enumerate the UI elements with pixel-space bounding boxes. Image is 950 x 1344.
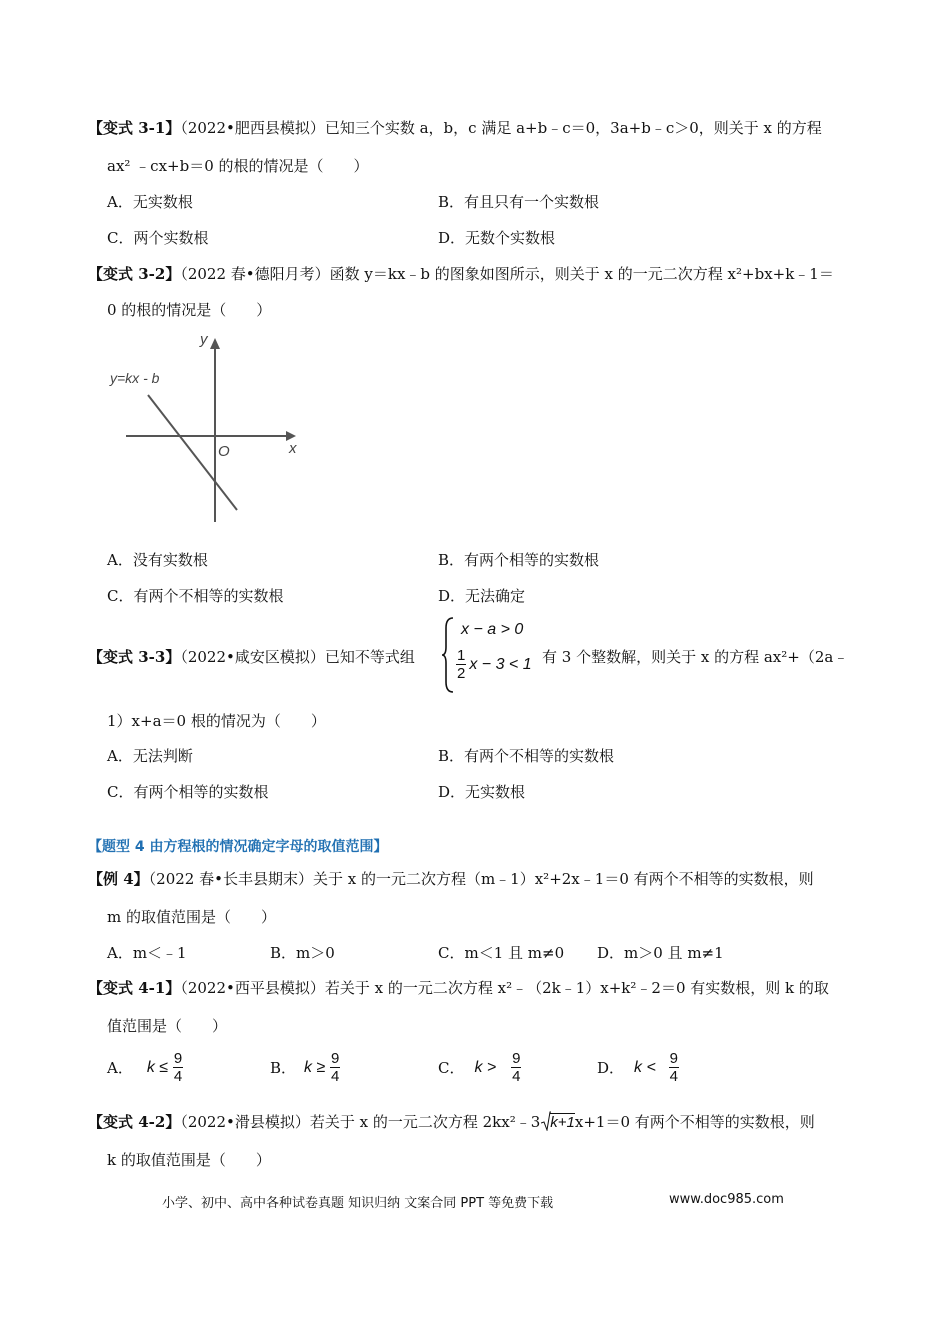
cube-root: k+1 <box>541 1113 575 1131</box>
question-tag: 【变式 3-1】 <box>88 119 181 137</box>
inequality-2: $\frac{1}{2}$ x − 3 < 1 <box>457 647 532 682</box>
x-axis-label: x <box>289 440 297 457</box>
question-3-3-line2: 1）x+a＝0 根的情况为（ ） <box>107 712 326 730</box>
question-3-3-line1b: 有 3 个整数解，则关于 x 的方程 ax²+（2a﹣ <box>542 648 849 666</box>
question-tag: 【变式 3-3】 <box>88 648 181 666</box>
option-c[interactable]: C．m＜1 且 m≠0 <box>438 944 565 962</box>
option-d[interactable]: D．m＞0 且 m≠1 <box>597 944 724 962</box>
option-a[interactable]: A． k ≤ $\frac{9}{4}$ <box>107 1050 183 1085</box>
fraction-9-4: $\frac{9}{4}$ <box>669 1050 678 1085</box>
option-d[interactable]: D．无法确定 <box>438 587 526 605</box>
option-d[interactable]: D．无数个实数根 <box>438 229 556 247</box>
option-a[interactable]: A．没有实数根 <box>107 551 208 569</box>
linear-function-graph <box>100 328 310 528</box>
question-text: （2022•肥西县模拟）已知三个实数 a，b，c 满足 a+b﹣c＝0，3a+b﹣c＞0，则关于 x 的方程 <box>180 119 822 137</box>
option-c[interactable]: C．两个实数根 <box>107 229 209 247</box>
option-b[interactable]: B．有两个相等的实数根 <box>438 551 600 569</box>
question-text: （2022 春•德阳月考）函数 y＝kx﹣b 的图象如图所示，则关于 x 的一元二次方程 x²+bx+k﹣1＝ <box>180 265 834 283</box>
fraction-9-4: $\frac{9}{4}$ <box>331 1050 340 1085</box>
question-tag: 【变式 4-2】 <box>88 1113 181 1131</box>
fraction-9-4: $\frac{9}{4}$ <box>512 1050 521 1085</box>
question-3-1-line2: ax² ﹣cx+b＝0 的根的情况是（ ） <box>107 157 369 175</box>
fraction: $\frac{1}{2}$ <box>457 647 466 682</box>
example-4-line2: m 的取值范围是（ ） <box>107 908 276 926</box>
function-label: y=kx - b <box>110 370 160 386</box>
question-text: （2022•咸安区模拟）已知不等式组 <box>180 648 415 666</box>
question-tag: 【变式 4-1】 <box>88 979 181 997</box>
option-c[interactable]: C．有两个不相等的实数根 <box>107 587 284 605</box>
footer-text: 小学、初中、高中各种试卷真题 知识归纳 文案合同 PPT 等免费下载 <box>162 1196 554 1211</box>
question-text: （2022•西平县模拟）若关于 x 的一元二次方程 x²﹣（2k﹣1）x+k²﹣2＝0 有实数根，则 k 的取 <box>180 979 829 997</box>
question-tag: 【变式 3-2】 <box>88 265 181 283</box>
y-axis-arrow <box>210 338 220 349</box>
question-4-2-line1 <box>88 1111 815 1132</box>
option-b[interactable]: B．有两个不相等的实数根 <box>438 747 615 765</box>
question-4-1-line1 <box>88 977 829 998</box>
option-c[interactable]: C．有两个相等的实数根 <box>107 783 269 801</box>
question-3-2-line1 <box>88 263 834 284</box>
question-3-1-line1 <box>88 117 822 138</box>
question-3-3-line1a <box>88 646 415 667</box>
system-brace <box>441 616 455 694</box>
option-a[interactable]: A．m＜﹣1 <box>107 944 187 962</box>
example-4-line1 <box>88 868 814 889</box>
footer-link[interactable]: www.doc985.com <box>669 1192 784 1207</box>
question-text: （2022 春•长丰县期末）关于 x 的一元二次方程（m﹣1）x²+2x﹣1＝0 有两个不相等的实数根，则 <box>148 870 814 888</box>
option-a[interactable]: A．无法判断 <box>107 747 193 765</box>
question-3-2-line2: 0 的根的情况是（ ） <box>107 301 272 319</box>
option-d[interactable]: D．无实数根 <box>438 783 526 801</box>
section-heading: 【题型 4 由方程根的情况确定字母的取值范围】 <box>88 839 388 855</box>
option-b[interactable]: B． k ≥ $\frac{9}{4}$ <box>270 1050 340 1085</box>
option-d[interactable]: D． k < $\frac{9}{4}$ <box>597 1050 678 1085</box>
question-text: （2022•滑县模拟）若关于 x 的一元二次方程 2kx²﹣3 <box>180 1113 541 1131</box>
question-text-cont: x+1＝0 有两个不相等的实数根，则 <box>574 1113 815 1131</box>
y-axis-label: y <box>200 331 208 348</box>
option-c[interactable]: C． k > $\frac{9}{4}$ <box>438 1050 521 1085</box>
question-tag: 【例 4】 <box>88 870 149 888</box>
inequality-1: x − a > 0 <box>461 621 524 638</box>
option-a[interactable]: A．无实数根 <box>107 193 193 211</box>
option-b[interactable]: B．m＞0 <box>270 944 335 962</box>
fraction-9-4: $\frac{9}{4}$ <box>173 1050 183 1085</box>
option-b[interactable]: B．有且只有一个实数根 <box>438 193 600 211</box>
question-4-2-line2: k 的取值范围是（ ） <box>107 1151 271 1169</box>
question-4-1-line2: 值范围是（ ） <box>107 1017 228 1035</box>
origin-label: O <box>218 443 230 460</box>
